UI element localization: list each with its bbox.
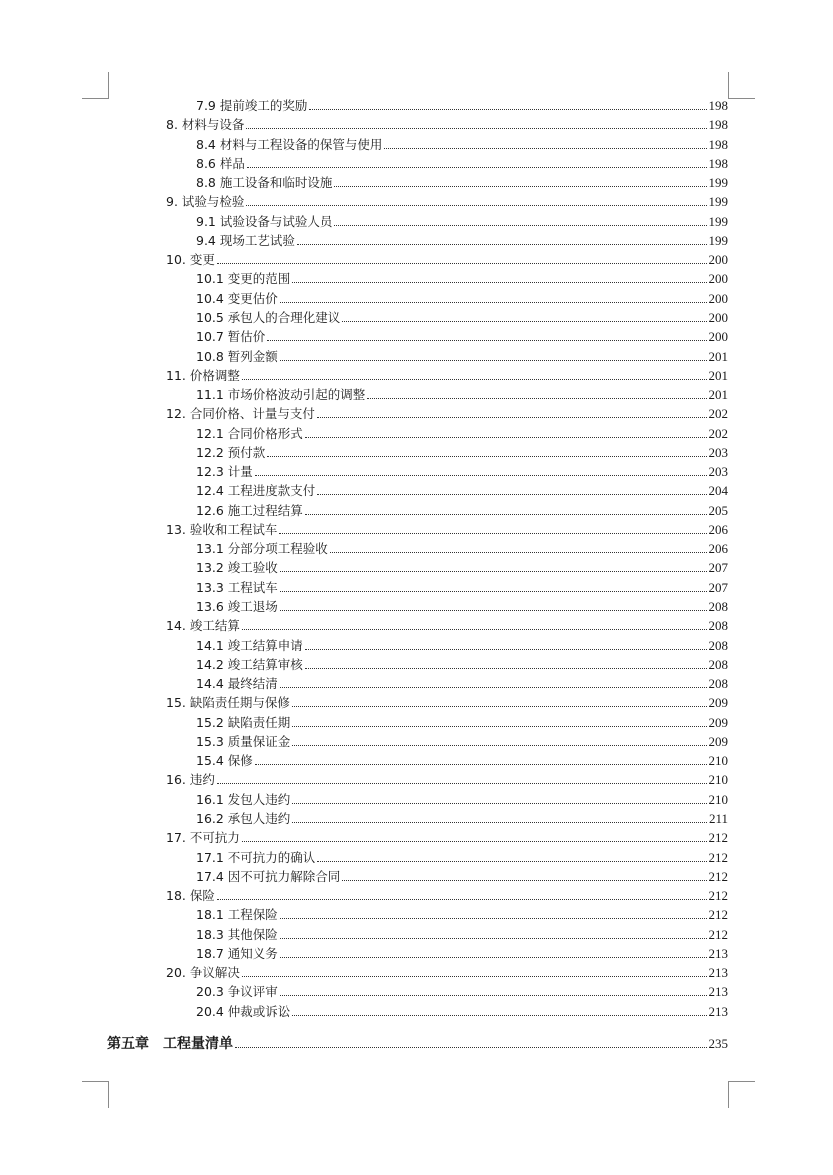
toc-page-number: 200 [708, 271, 728, 287]
toc-entry-label: 14.2 竣工结算审核 [196, 656, 303, 672]
toc-subsection-entry[interactable] [196, 326, 728, 345]
toc-leader-dots [305, 668, 707, 669]
toc-page-number: 202 [708, 406, 728, 422]
toc-entry-label: 10. 变更 [166, 252, 215, 268]
toc-leader-dots [242, 379, 707, 380]
toc-page-number: 213 [708, 1003, 728, 1019]
toc-page-number: 209 [708, 695, 728, 711]
toc-page-number: 198 [708, 136, 728, 152]
toc-entry-label: 8.4 材料与工程设备的保管与使用 [196, 136, 383, 152]
toc-page-number: 208 [708, 676, 728, 692]
toc-page-number: 199 [708, 232, 728, 248]
toc-page-number: 204 [708, 483, 728, 499]
toc-leader-dots [280, 938, 707, 939]
toc-section-entry[interactable] [166, 962, 728, 981]
toc-entry-label: 12.3 计量 [196, 464, 253, 480]
toc-leader-dots [242, 629, 707, 630]
toc-entry-label: 20.4 仲裁或诉讼 [196, 1003, 291, 1019]
toc-subsection-entry[interactable] [196, 268, 728, 287]
toc-section-entry[interactable] [166, 692, 728, 711]
toc-subsection-entry[interactable] [196, 712, 728, 731]
toc-leader-dots [280, 591, 707, 592]
toc-page-number: 203 [708, 464, 728, 480]
toc-page-number: 198 [708, 117, 728, 133]
toc-section-entry[interactable] [166, 885, 728, 904]
toc-entry-label: 17.4 因不可抗力解除合同 [196, 868, 341, 884]
toc-leader-dots [279, 533, 706, 534]
toc-leader-dots [292, 726, 706, 727]
toc-leader-dots [309, 109, 706, 110]
toc-entry-label: 9. 试验与检验 [166, 194, 245, 210]
crop-mark-bottom-left [82, 1081, 109, 1108]
toc-subsection-entry[interactable] [196, 654, 728, 673]
toc-entry-label: 8.6 样品 [196, 155, 245, 171]
toc-section-entry[interactable] [166, 769, 728, 788]
toc-entry-label: 15.2 缺陷责任期 [196, 714, 291, 730]
toc-section-entry[interactable] [166, 191, 728, 210]
toc-entry-label: 12.1 合同价格形式 [196, 425, 303, 441]
toc-leader-dots [292, 706, 707, 707]
toc-leader-dots [334, 186, 706, 187]
toc-page-number: 206 [708, 521, 728, 537]
toc-page-number: 213 [708, 945, 728, 961]
toc-entry-label: 17. 不可抗力 [166, 830, 240, 846]
toc-page-number: 210 [708, 772, 728, 788]
toc-entry-label: 7.9 提前竣工的奖励 [196, 98, 308, 113]
toc-page-number: 212 [708, 907, 728, 923]
toc-entry-label: 12. 合同价格、计量与支付 [166, 406, 315, 422]
toc-leader-dots [292, 822, 707, 823]
toc-subsection-entry[interactable] [196, 134, 728, 153]
toc-entry-label: 8.8 施工设备和临时设施 [196, 175, 333, 191]
toc-subsection-entry[interactable] [196, 1001, 728, 1020]
toc-page-number: 200 [708, 252, 728, 268]
toc-entry-label: 15.3 质量保证金 [196, 733, 291, 749]
toc-subsection-entry[interactable] [196, 172, 728, 191]
toc-entry-label: 17.1 不可抗力的确认 [196, 849, 316, 865]
toc-page-number: 201 [708, 348, 728, 364]
toc-subsection-entry[interactable] [196, 866, 728, 885]
toc-subsection-entry[interactable] [196, 808, 728, 827]
toc-entry-label: 12.4 工程进度款支付 [196, 483, 316, 499]
toc-subsection-entry[interactable] [196, 847, 728, 866]
toc-subsection-entry[interactable] [196, 981, 728, 1000]
toc-entry-label: 11.1 市场价格波动引起的调整 [196, 387, 366, 403]
toc-entry-label: 9.4 现场工艺试验 [196, 232, 295, 248]
toc-leader-dots [292, 745, 706, 746]
toc-entry-label: 11. 价格调整 [166, 367, 240, 383]
toc-entry-label: 20. 争议解决 [166, 965, 240, 981]
toc-leader-dots [305, 437, 707, 438]
toc-page-number: 209 [708, 733, 728, 749]
toc-leader-dots [317, 494, 706, 495]
toc-leader-dots [267, 456, 706, 457]
toc-section-entry[interactable] [166, 403, 728, 422]
toc-leader-dots [217, 263, 707, 264]
toc-subsection-entry[interactable] [196, 750, 728, 769]
toc-page-number: 206 [708, 541, 728, 557]
toc-subsection-entry[interactable] [196, 307, 728, 326]
toc-page-number: 207 [708, 579, 728, 595]
toc-subsection-entry[interactable] [196, 211, 728, 230]
toc-page-number: 201 [708, 367, 728, 383]
toc-entry-label: 8. 材料与设备 [166, 117, 245, 133]
toc-subsection-entry[interactable] [196, 924, 728, 943]
toc-page-number: 207 [708, 560, 728, 576]
toc-entry-label: 18.1 工程保险 [196, 907, 278, 923]
toc-page-number: 208 [708, 599, 728, 615]
toc-subsection-entry[interactable] [196, 461, 728, 480]
toc-entry-label: 14.4 最终结清 [196, 676, 278, 692]
toc-page-number: 209 [708, 714, 728, 730]
toc-chapter-label [107, 1036, 233, 1052]
toc-page-number: 200 [708, 309, 728, 325]
toc-leader-dots [305, 649, 707, 650]
toc-entry-label: 9.1 试验设备与试验人员 [196, 213, 333, 229]
chapter-title: 工程量清单 [163, 1036, 233, 1052]
toc-subsection-entry[interactable] [196, 577, 728, 596]
toc-leader-dots [217, 899, 707, 900]
toc-section-entry[interactable] [166, 519, 728, 538]
toc-page-number: 208 [708, 618, 728, 634]
toc-leader-dots [342, 321, 706, 322]
toc-page-number: 212 [708, 849, 728, 865]
toc-leader-dots [280, 610, 707, 611]
toc-subsection-entry[interactable] [196, 423, 728, 442]
toc-leader-dots [367, 398, 706, 399]
toc-entry-label: 15. 缺陷责任期与保修 [166, 695, 290, 711]
toc-subsection-entry[interactable] [196, 943, 728, 962]
toc-leader-dots [246, 128, 706, 129]
toc-page-number: 199 [708, 194, 728, 210]
toc-subsection-entry[interactable] [196, 731, 728, 750]
toc-leader-dots [242, 976, 707, 977]
crop-mark-top-right [728, 72, 755, 99]
toc-entry-label: 10.8 暂列金额 [196, 348, 278, 364]
toc-subsection-entry[interactable] [196, 384, 728, 403]
toc-leader-dots [255, 764, 707, 765]
toc-leader-dots [330, 552, 707, 553]
toc-subsection-entry[interactable] [196, 789, 728, 808]
toc-leader-dots [292, 282, 706, 283]
toc-entry-label: 18.7 通知义务 [196, 945, 278, 961]
toc-entry-label: 12.2 预付款 [196, 444, 266, 460]
crop-mark-bottom-right [728, 1081, 755, 1108]
toc-page-number: 208 [708, 656, 728, 672]
toc-page-number: 213 [708, 965, 728, 981]
toc-page-number: 212 [708, 868, 728, 884]
toc-leader-dots [280, 571, 707, 572]
toc-entry-label: 10.4 变更估价 [196, 290, 278, 306]
toc-leader-dots [342, 880, 706, 881]
toc-page-number: 211 [708, 810, 728, 826]
toc-leader-dots [280, 687, 707, 688]
toc-section-entry[interactable] [166, 249, 728, 268]
toc-leader-dots [317, 861, 706, 862]
toc-page-number: 210 [708, 753, 728, 769]
toc-leader-dots [280, 995, 707, 996]
toc-leader-dots [280, 302, 707, 303]
toc-leader-dots [242, 841, 707, 842]
toc-page-number: 208 [708, 637, 728, 653]
toc-page-number: 210 [708, 791, 728, 807]
toc-leader-dots [267, 340, 706, 341]
toc-entry-label: 20.3 争议评审 [196, 984, 278, 1000]
toc-page-number: 203 [708, 444, 728, 460]
toc-entry-label: 18.3 其他保险 [196, 926, 278, 942]
toc-entry-label: 15.4 保修 [196, 753, 253, 769]
toc-leader-dots [317, 417, 707, 418]
toc-section-entry[interactable] [166, 827, 728, 846]
toc-subsection-entry[interactable] [196, 500, 728, 519]
toc-entry-label: 13.1 分部分项工程验收 [196, 541, 328, 557]
crop-mark-top-left [82, 72, 109, 99]
toc-subsection-entry[interactable] [196, 480, 728, 499]
toc-entry-label: 12.6 施工过程结算 [196, 502, 303, 518]
toc-entry-label: 13. 验收和工程试车 [166, 521, 278, 537]
toc-page-number: 201 [708, 387, 728, 403]
toc-leader-dots [280, 957, 707, 958]
toc-leader-dots [235, 1047, 707, 1048]
toc-page-number: 199 [708, 213, 728, 229]
toc-entry-label: 13.3 工程试车 [196, 579, 278, 595]
toc-section-entry[interactable] [166, 615, 728, 634]
toc-page-number: 213 [708, 984, 728, 1000]
toc-entry-label: 14. 竣工结算 [166, 618, 240, 634]
toc-leader-dots [280, 360, 707, 361]
toc-subsection-entry[interactable] [196, 557, 728, 576]
toc-entry-label: 14.1 竣工结算申请 [196, 637, 303, 653]
toc-page-number: 200 [708, 329, 728, 345]
toc-subsection-entry[interactable] [196, 442, 728, 461]
toc-page-number: 212 [708, 830, 728, 846]
toc-subsection-entry[interactable] [196, 230, 728, 249]
toc-leader-dots [292, 1015, 706, 1016]
toc-subsection-entry[interactable] [196, 904, 728, 923]
toc-page-number: 200 [708, 290, 728, 306]
toc-leader-dots [255, 475, 707, 476]
toc-subsection-entry[interactable] [196, 635, 728, 654]
toc-entry-label: 10.5 承包人的合理化建议 [196, 309, 341, 325]
toc-leader-dots [292, 803, 706, 804]
toc-entry-label: 16.2 承包人违约 [196, 810, 291, 826]
toc-subsection-entry[interactable] [196, 346, 728, 365]
toc-leader-dots [334, 225, 706, 226]
toc-page-number: 212 [708, 926, 728, 942]
toc-entry-label: 13.6 竣工退场 [196, 599, 278, 615]
toc-page-number: 198 [708, 155, 728, 171]
toc-subsection-entry[interactable] [196, 95, 728, 114]
toc-page-number: 205 [708, 502, 728, 518]
toc-page-number: 198 [708, 98, 728, 113]
toc-leader-dots [297, 244, 707, 245]
toc-page-number: 202 [708, 425, 728, 441]
toc-entry-label: 13.2 竣工验收 [196, 560, 278, 576]
toc-entry-label: 16. 违约 [166, 772, 215, 788]
toc-leader-dots [246, 205, 706, 206]
toc-section-entry[interactable] [166, 114, 728, 133]
toc-subsection-entry[interactable] [196, 596, 728, 615]
toc-leader-dots [384, 148, 706, 149]
toc-subsection-entry[interactable] [196, 153, 728, 172]
chapter-number: 第五章 [107, 1036, 149, 1052]
toc-page-number: 212 [708, 888, 728, 904]
toc-entry-label: 10.1 变更的范围 [196, 271, 291, 287]
toc-section-entry[interactable] [166, 365, 728, 384]
toc-chapter-entry[interactable] [107, 1030, 728, 1052]
toc-page-number: 235 [708, 1036, 728, 1051]
toc-subsection-entry[interactable] [196, 673, 728, 692]
toc-leader-dots [247, 167, 707, 168]
toc-subsection-entry[interactable] [196, 288, 728, 307]
toc-entry-label: 18. 保险 [166, 888, 215, 904]
toc-page-number: 199 [708, 175, 728, 191]
toc-entry-label: 10.7 暂估价 [196, 329, 266, 345]
toc-subsection-entry[interactable] [196, 538, 728, 557]
toc-entry-label: 16.1 发包人违约 [196, 791, 291, 807]
toc-leader-dots [217, 783, 707, 784]
toc-leader-dots [305, 514, 707, 515]
toc-leader-dots [280, 918, 707, 919]
